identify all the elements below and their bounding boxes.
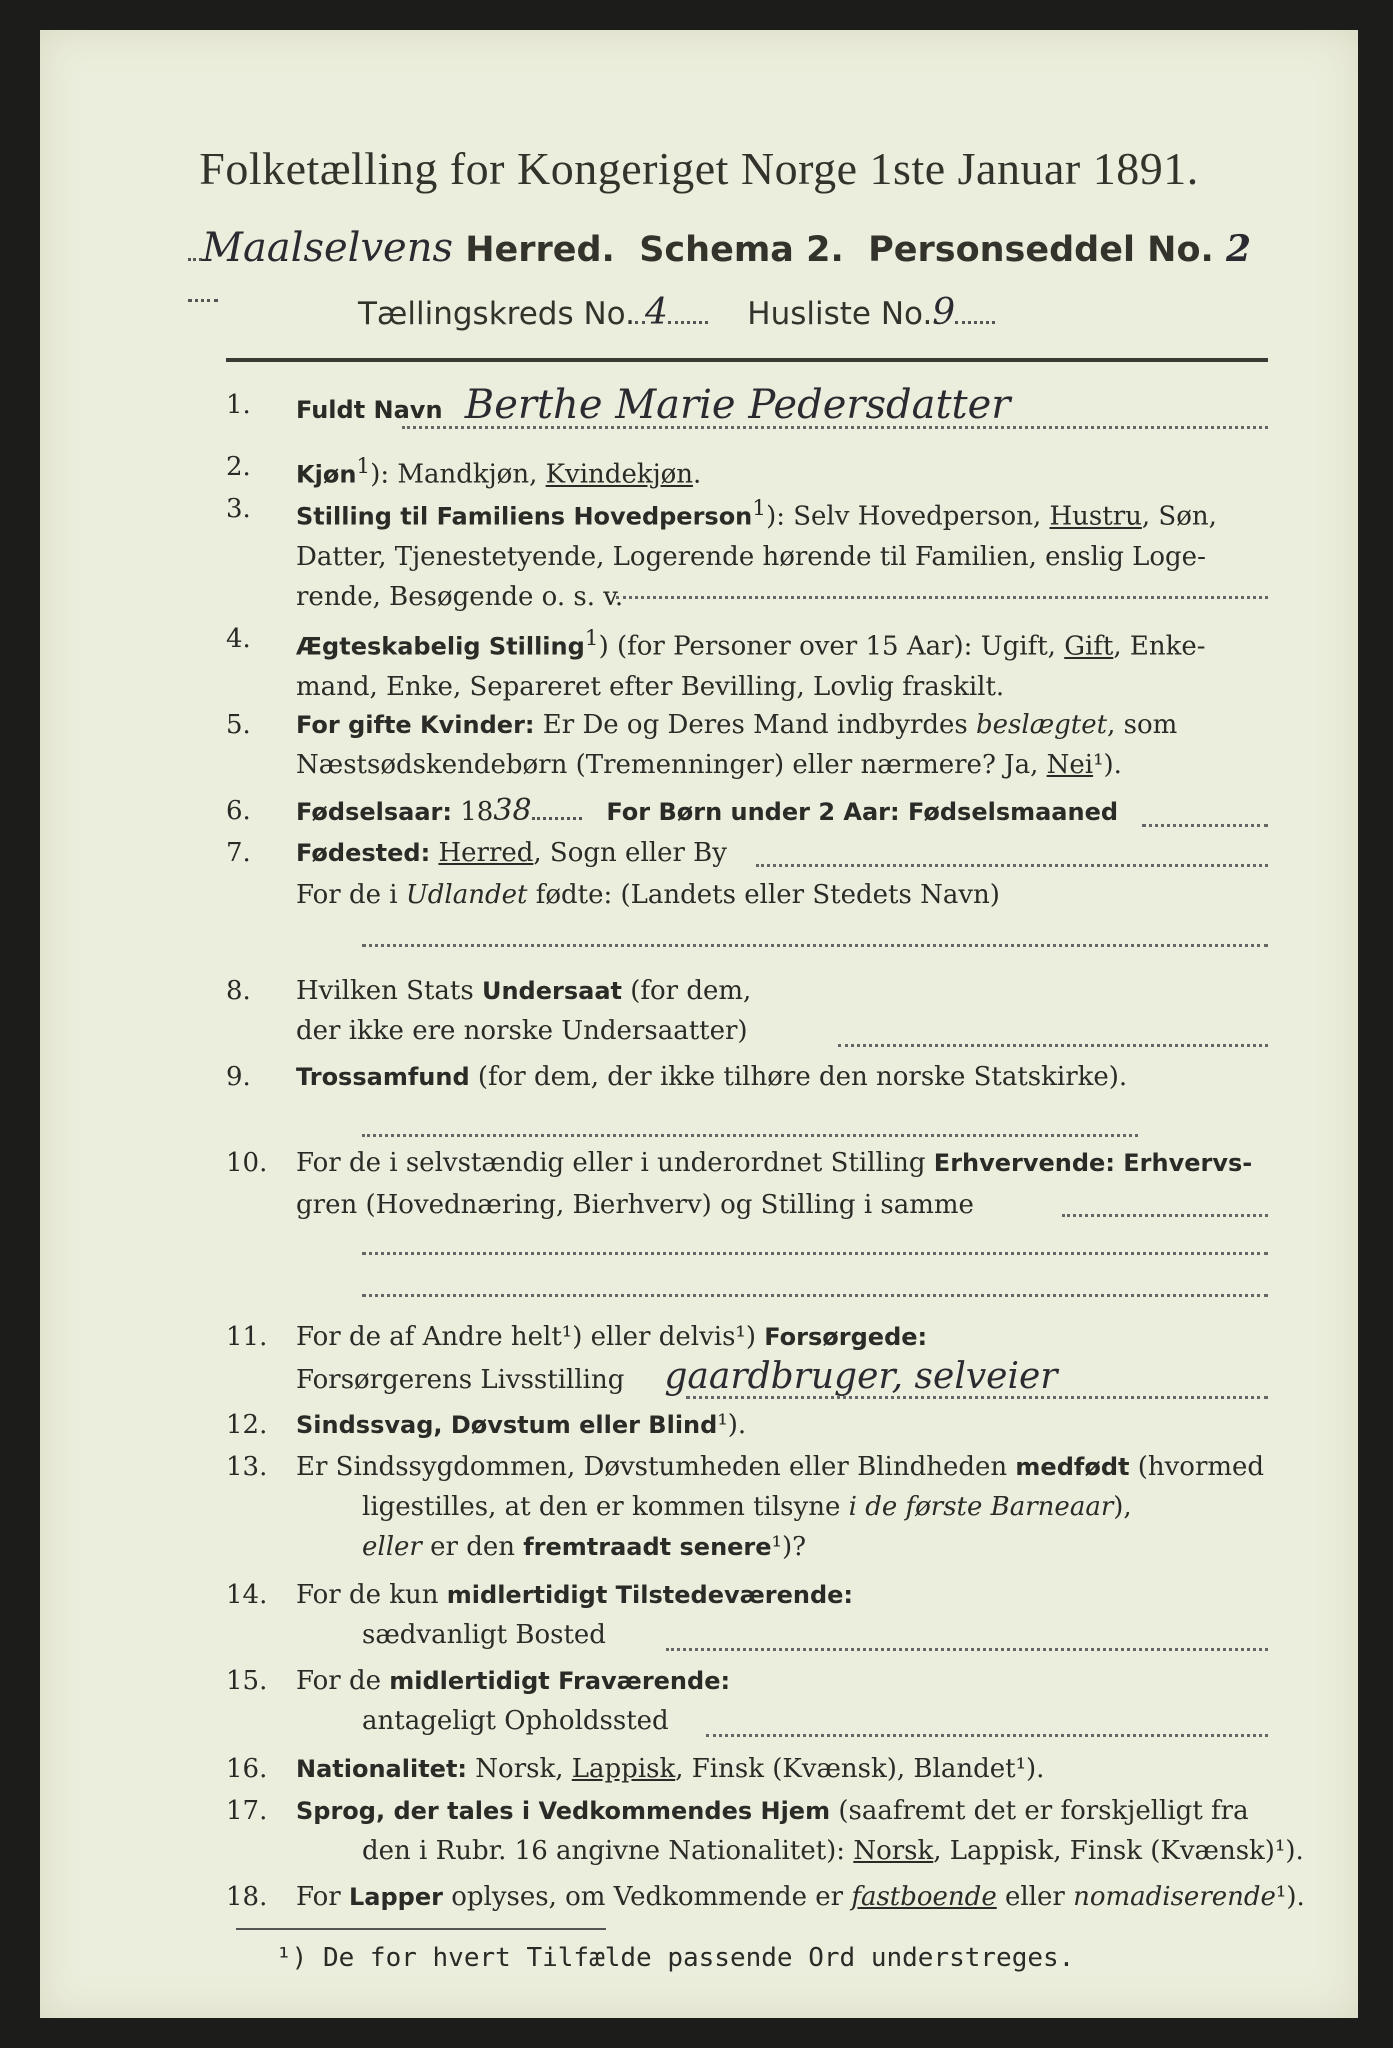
item-14 <box>226 1578 1270 1658</box>
form-subheader <box>188 225 1268 281</box>
item-3 <box>226 492 1270 612</box>
item-label: Sprog, der tales i Vedkommendes Hjem <box>296 1797 831 1825</box>
item-text: , Sogn eller By <box>533 838 727 868</box>
answer-dotted-line <box>362 1252 1268 1255</box>
item-number: 1. <box>226 390 251 420</box>
item-number: 15. <box>226 1666 268 1696</box>
item-label: Trossamfund <box>296 1063 470 1091</box>
kreds-line <box>358 292 1258 342</box>
item-text: fødte: (Landets eller Stedets Navn) <box>527 880 1000 910</box>
item-text: nomadiserende <box>1073 1882 1276 1912</box>
item-text: ¹)? <box>771 1532 807 1562</box>
item-4 <box>226 622 1270 702</box>
item-text: antageligt Opholdssted <box>362 1706 669 1736</box>
item-label: For Børn under 2 Aar: Fødselsmaaned <box>606 798 1119 826</box>
answer-dotted-line <box>616 596 1268 599</box>
item-text: der ikke ere norske Undersaatter) <box>296 1016 748 1046</box>
item-13 <box>226 1450 1270 1570</box>
husliste-handwritten: 9 <box>932 292 956 333</box>
item-text: (saafremt det er forskjelligt fra <box>830 1796 1249 1826</box>
item-6 <box>226 794 1270 834</box>
item-label: Kjøn <box>296 460 357 489</box>
item-label: Stilling til Familiens Hovedperson <box>296 502 753 531</box>
item-label: Sindssvag, Døvstum eller Blind <box>296 1411 718 1439</box>
item-text: ) (for Personer over 15 Aar): Ugift, <box>598 631 1065 662</box>
item-text: , Lappisk, Finsk (Kvænsk)¹). <box>933 1836 1304 1866</box>
footnote-rule <box>236 1928 606 1930</box>
husliste-label: Husliste No. <box>747 296 933 332</box>
answer-dotted-line <box>402 426 1268 429</box>
item-9 <box>226 1060 1270 1150</box>
answer-dotted-line <box>686 1396 1268 1399</box>
item-label: Erhvervende: Erhvervs- <box>933 1149 1253 1177</box>
item-text: (for dem, der ikke tilhøre den norske Statskirke). <box>469 1062 1128 1092</box>
item-number: 14. <box>226 1580 268 1610</box>
schema-label: Schema 2. <box>639 230 844 270</box>
item-11 <box>226 1320 1270 1408</box>
underlined-answer: Herred <box>438 838 534 868</box>
personseddel-handwritten: 2 <box>1225 228 1252 270</box>
item-number: 13. <box>226 1452 268 1482</box>
handwritten-name: Berthe Marie Pedersdatter <box>464 382 1011 428</box>
item-number: 6. <box>226 796 251 826</box>
item-text: ¹). <box>1093 750 1122 780</box>
item-text: sædvanligt Bosted <box>362 1620 606 1650</box>
item-10 <box>226 1146 1270 1296</box>
item-label: Fødested: <box>296 839 431 867</box>
year-handwritten: 38 <box>493 793 532 828</box>
item-label: fremtraadt senere <box>523 1533 772 1561</box>
item-text: (for dem, <box>621 976 752 1006</box>
item-number: 3. <box>226 494 251 524</box>
item-text: For de <box>296 1666 390 1696</box>
underlined-answer: Lappisk <box>571 1754 676 1784</box>
handwritten-occupation: gaardbruger, selveier <box>664 1356 1058 1397</box>
item-label: Fødselsaar: <box>296 798 452 826</box>
item-text: For de i selvstændig eller i underordnet Stilling <box>296 1148 934 1178</box>
item-number: 16. <box>226 1754 268 1784</box>
item-text: . <box>693 459 702 490</box>
answer-dotted-line <box>1142 824 1268 827</box>
item-text: , Enke- <box>1113 631 1206 662</box>
item-text: For de i <box>296 880 406 910</box>
answer-dotted-line <box>838 1044 1268 1047</box>
item-text: ): Selv Hovedperson, <box>766 501 1050 532</box>
item-text: For de kun <box>296 1580 447 1610</box>
answer-dotted-line <box>666 1648 1268 1651</box>
herred-label: Herred. <box>465 230 615 270</box>
item-16 <box>226 1752 1270 1792</box>
item-text: den i Rubr. 16 angivne Nationalitet): <box>362 1836 854 1866</box>
herred-handwritten: Maalselvens <box>202 225 453 271</box>
item-text: Er De og Deres Mand indbyrdes <box>534 710 977 740</box>
item-label: Undersaat <box>481 977 622 1005</box>
census-form-sheet <box>40 30 1358 2018</box>
item-label: Fuldt Navn <box>296 396 443 424</box>
item-17 <box>226 1794 1304 1874</box>
item-number: 12. <box>226 1410 268 1440</box>
answer-dotted-line <box>362 944 1268 947</box>
item-text: Datter, Tjenestetyende, Logerende hørende til Familien, enslig Loge- <box>296 541 1206 572</box>
item-text: (hvormed <box>1129 1452 1265 1482</box>
item-text: Norsk, <box>467 1754 572 1784</box>
item-text: eller <box>996 1882 1074 1912</box>
item-number: 8. <box>226 976 251 1006</box>
item-label: midlertidigt Fraværende: <box>389 1667 731 1695</box>
item-text: gren (Hovednæring, Bierhverv) og Stilling i samme <box>296 1190 974 1220</box>
item-15 <box>226 1664 1270 1744</box>
item-1 <box>226 382 1270 438</box>
item-number: 18. <box>226 1882 268 1912</box>
kreds-label: Tællingskreds No. <box>358 296 635 332</box>
answer-dotted-line <box>1062 1214 1268 1217</box>
item-number: 11. <box>226 1322 268 1352</box>
item-text: Forsørgerens Livsstilling <box>296 1365 625 1395</box>
item-text: er den <box>421 1532 524 1562</box>
item-text: rende, Besøgende o. s. v. <box>296 581 624 612</box>
item-text: i de første Barneaar <box>848 1492 1114 1522</box>
item-text: Næstsødskendebørn (Tremenninger) eller nærmere? Ja, <box>296 750 1047 780</box>
item-number: 5. <box>226 710 251 740</box>
personseddel-label: Personseddel No. <box>868 230 1214 270</box>
item-label: Forsørgede: <box>764 1323 928 1351</box>
item-label: For gifte Kvinder: <box>296 711 535 739</box>
item-text: ¹). <box>717 1410 747 1440</box>
underlined-answer: Kvindekjøn <box>545 459 694 490</box>
underlined-answer: Norsk <box>853 1836 934 1866</box>
item-label: Nationalitet: <box>296 1755 468 1783</box>
item-label: midlertidigt Tilstedeværende: <box>446 1581 854 1609</box>
footnote: ¹) De for hvert Tilfælde passende Ord understreges. <box>276 1943 1075 1973</box>
item-text: Er Sindssygdommen, Døvstumheden eller Blindheden <box>296 1452 1016 1482</box>
item-text: Hvilken Stats <box>296 976 482 1006</box>
answer-dotted-line <box>756 864 1268 867</box>
item-text: ), <box>1113 1492 1132 1522</box>
item-text: eller <box>362 1532 422 1562</box>
item-text: For <box>296 1882 349 1912</box>
item-12 <box>226 1408 1270 1448</box>
answer-dotted-line <box>362 1134 1138 1137</box>
item-number: 4. <box>226 624 251 654</box>
underlined-answer: Gift <box>1064 631 1114 662</box>
item-text: , Søn, <box>1141 501 1217 532</box>
item-label: Ægteskabelig Stilling <box>296 632 585 661</box>
item-number: 9. <box>226 1062 251 1092</box>
item-8 <box>226 974 1270 1054</box>
item-text: ): Mandkjøn, <box>370 459 546 490</box>
item-number: 10. <box>226 1148 268 1178</box>
answer-dotted-line <box>362 1294 1268 1297</box>
form-title: Folketælling for Kongeriget Norge 1ste Januar 1891. <box>199 143 1199 194</box>
header-rule <box>226 358 1268 362</box>
item-text: oplyses, om Vedkommende er <box>442 1882 852 1912</box>
item-text: beslægtet <box>976 710 1108 740</box>
underlined-answer: Nei <box>1046 750 1094 780</box>
item-text: ligestilles, at den er kommen tilsyne <box>362 1492 849 1522</box>
underlined-answer: Hustru <box>1049 501 1142 532</box>
footnote-ref: 1 <box>584 626 599 651</box>
item-text: mand, Enke, Separeret efter Bevilling, Lovlig fraskilt. <box>296 671 1005 702</box>
item-text: For de af Andre helt¹) eller delvis¹) <box>296 1322 765 1352</box>
item-5 <box>226 708 1270 788</box>
item-number: 2. <box>226 452 251 482</box>
item-text: , som <box>1107 710 1178 740</box>
footnote-ref: 1 <box>356 454 371 479</box>
underlined-answer: fastboende <box>851 1882 997 1912</box>
item-label: Lapper <box>348 1883 443 1911</box>
item-number: 7. <box>226 838 251 868</box>
item-text: Udlandet <box>405 880 528 910</box>
kreds-handwritten: 4 <box>644 292 668 333</box>
answer-dotted-line <box>706 1734 1268 1737</box>
item-number: 17. <box>226 1796 268 1826</box>
item-text: , Finsk (Kvænsk), Blandet¹). <box>675 1754 1045 1784</box>
item-label: medfødt <box>1015 1453 1130 1481</box>
year-printed: 18 <box>460 797 494 827</box>
item-text: ¹). <box>1275 1882 1305 1912</box>
item-2 <box>226 450 1270 490</box>
item-18 <box>226 1880 1305 1920</box>
item-7 <box>226 836 1270 966</box>
footnote-ref: 1 <box>752 496 767 521</box>
